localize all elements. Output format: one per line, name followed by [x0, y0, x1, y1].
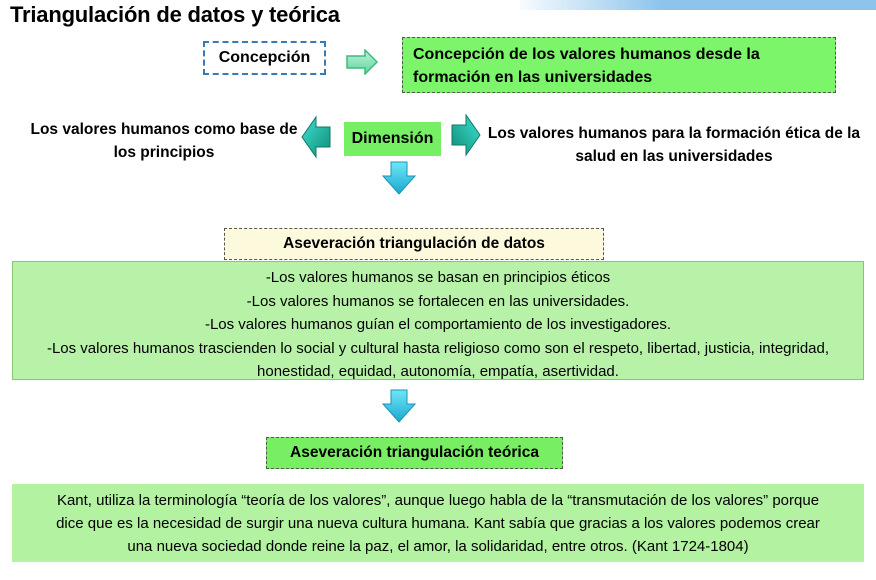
aseveracion-teorica-box [12, 484, 864, 562]
dimension-label: Dimensión [351, 130, 434, 147]
teorica-line: Kant, utiliza la terminología “teoría de los valores”, aunque luego habla de la “transmutación de los valores” porque [56, 492, 820, 509]
teorica-line: una nueva sociedad donde reine la paz, el amor, la solidaridad, entre otros. (Kant 1724-1804) [127, 538, 749, 555]
aseveracion-teorica-header [266, 437, 563, 469]
aseveracion-datos-box [12, 261, 864, 380]
dimension-right-text: Los valores humanos para la formación ética de la salud en las universidades [487, 125, 861, 165]
page-title: Triangulación de datos y teórica [10, 2, 340, 27]
concepcion-definition-box [402, 37, 836, 93]
aseveracion-datos-label: Aseveración triangulación de datos [283, 235, 545, 252]
concepcion-definition: Concepción de los valores humanos desde la formación en las universidades [413, 46, 760, 86]
arrow-down-icon [381, 388, 417, 424]
datos-line: -Los valores humanos guían el comportamiento de los investigadores. [204, 316, 672, 333]
teorica-line: dice que es la necesidad de surgir una nueva cultura humana. Kant sabía que gracias a los valores podemos crear [56, 515, 820, 532]
datos-line: -Los valores humanos se basan en principios éticos [265, 269, 611, 286]
arrow-left-icon [300, 115, 332, 159]
dimension-left-text: Los valores humanos como base de los principios [30, 121, 298, 161]
arrow-right-icon [345, 49, 379, 75]
dimension-box [344, 122, 441, 156]
arrow-right-icon [450, 113, 482, 157]
top-accent-bar [520, 0, 876, 10]
datos-line: honestidad, equidad, autonomía, empatía, asertividad. [257, 363, 619, 380]
arrow-down-icon [381, 160, 417, 196]
aseveracion-teorica-label: Aseveración triangulación teórica [290, 444, 539, 461]
aseveracion-datos-header [224, 228, 604, 260]
concepcion-label: Concepción [218, 49, 311, 66]
datos-line: -Los valores humanos trascienden lo social y cultural hasta religioso como son el respeto, libertad, justicia, integridad, [46, 339, 830, 357]
datos-line: -Los valores humanos se fortalecen en las universidades. [246, 292, 630, 310]
concepcion-box [203, 41, 326, 75]
